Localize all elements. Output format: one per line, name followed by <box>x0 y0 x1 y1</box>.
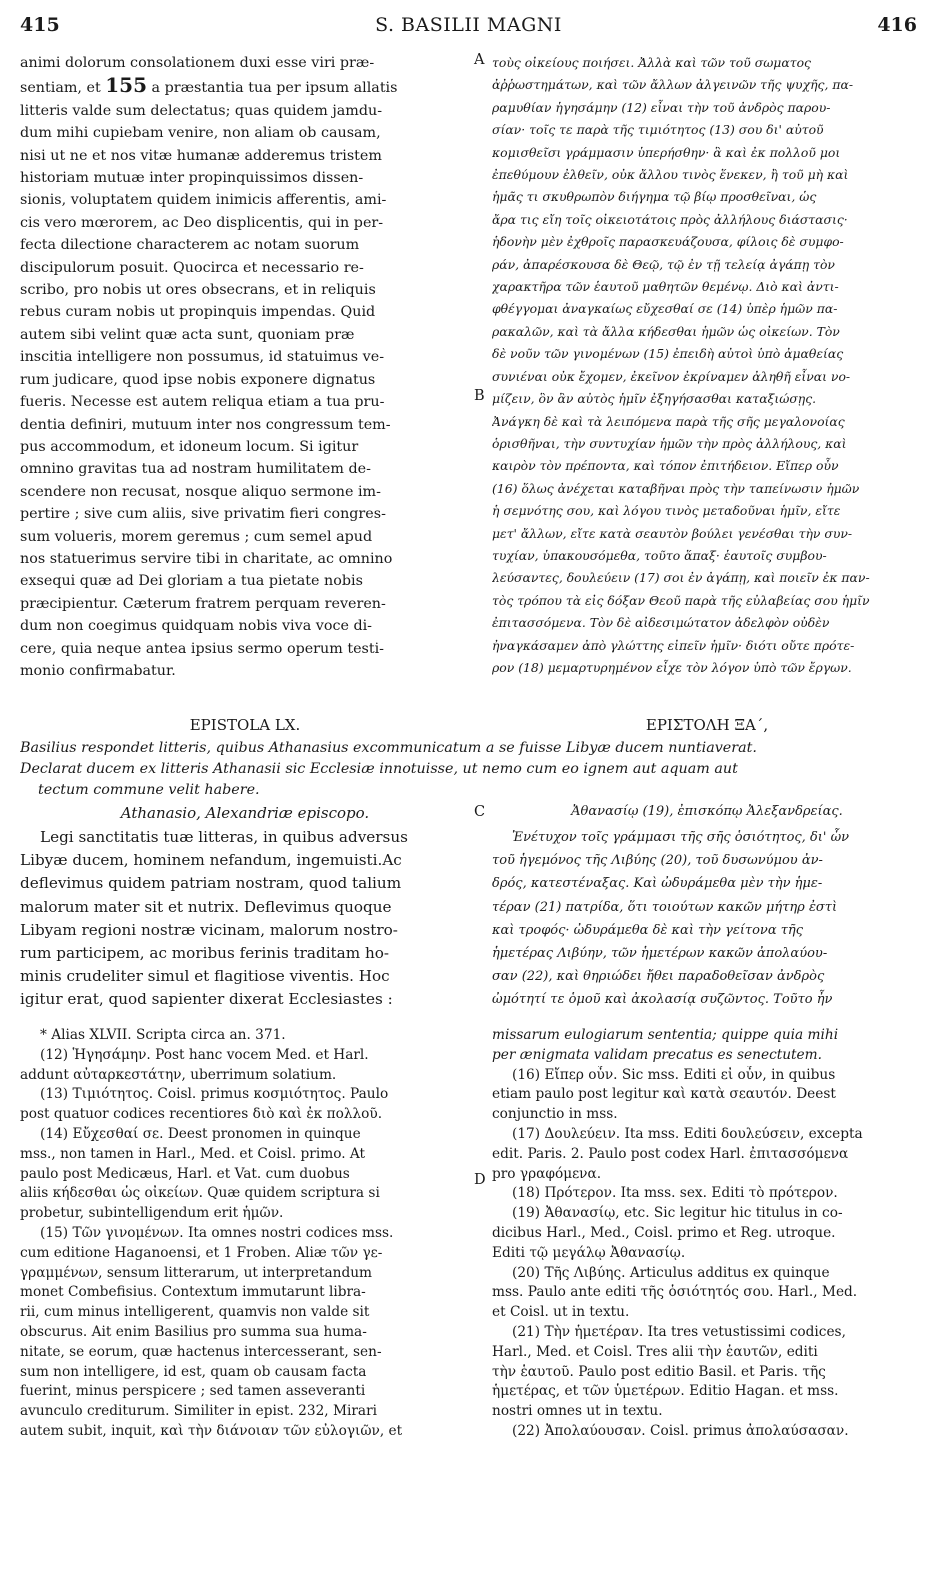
section-marker-b: B <box>474 388 485 404</box>
footnote-line: (20) Τῆς Λιβύης. Articulus additus ex quinque <box>512 1264 830 1281</box>
footnote-line: monet Combefisius. Contextum immutarunt librа- <box>20 1284 366 1301</box>
latin-line: Libyam regioni nostræ vicinam, malorum nostro- <box>20 920 398 939</box>
footnote-line: (19) Ἀθανασίῳ, etc. Sic legitur hic titulus in co- <box>512 1205 843 1222</box>
greek-line: ἡμᾶς τι σκυθρωπὸν διήγημα τῷ βίῳ προσθεῖναι, ὡς <box>492 189 817 205</box>
footnote-line: * Alias XLVII. Scripta circa an. 371. <box>40 1027 286 1043</box>
latin-line: monio confirmabatur. <box>20 662 176 679</box>
latin-line: exsequi quæ ad Dei gloriam a tua pietate nobis <box>20 573 363 590</box>
footnote-line: paulo post Medicæus, Harl. et Vat. cum duobus <box>20 1165 350 1182</box>
epistle-summary <box>20 738 920 801</box>
page-number-left: 415 <box>20 14 60 36</box>
latin-line: pertire ; sive cum aliis, sive privatim fieri congres- <box>20 506 386 523</box>
latin-line: cere, quia neque antea ipsius sermo operum testi- <box>20 640 385 657</box>
latin-line: autem sibi velint quæ acta sunt, quoniam præ <box>20 326 355 343</box>
footnote-line: (13) Τιμιότητος. Coisl. primus κοσμιότητος. Paulo <box>40 1086 389 1103</box>
footnote-line: pro γραφόμενα. <box>492 1165 602 1182</box>
greek-line: ἐπιτασσόμενα. Τὸν δὲ αἰδεσιμώτατον ἀδελφὸν οὐδὲν <box>492 615 830 631</box>
footnote-line: (22) Ἀπολαύουσαν. Coisl. primus ἀπολαύσασαν. <box>512 1422 849 1439</box>
footnotes-right <box>492 1026 922 1442</box>
greek-line: ὁρισθῆναι, τὴν συντυχίαν ἡμῶν τὴν πρὸς ἀλλήλους, καὶ <box>492 435 847 451</box>
latin-line: cis vero mœrorem, ac Deo displicentis, qui in per- <box>20 214 384 231</box>
greek-line: ἡδονὴν μὲν ἐχθροῖς παρασκευάζουσα, φίλοις δὲ συμφο- <box>492 234 844 250</box>
latin-line: litteris valde sum delectatus; quas quidem jamdu- <box>20 102 383 119</box>
footnote-line: autem subit, inquit, καὶ τὴν διάνοιαν τῶν εὐλογιῶν, et <box>20 1422 403 1439</box>
greek-line: ρακαλῶν, καὶ τὰ ἄλλα κήδεσθαι ἡμῶν ὡς οἰκείων. Τὸν <box>492 323 840 339</box>
greek-line: δρός, κατεστέναξας. Καὶ ὠδυράμεθα μὲν τὴν ἡμε- <box>492 876 823 892</box>
latin-line: sionis, voluptatem quidem inimicis afferentis, ami- <box>20 192 387 209</box>
greek-line: τυχίαν, ὑπακουσόμεθα, τοῦτο ἅπαξ· ἑαυτοῖς συμβου- <box>492 547 827 563</box>
footnote-line: (14) Εὔχεσθαί σε. Deest pronomen in quinque <box>40 1125 361 1142</box>
footnote-line: (12) Ἡγησάμην. Post hanc vocem Med. et Harl. <box>40 1046 369 1063</box>
greek-line: Ἐνέτυχον τοῖς γράμμασι τῆς σῆς ὁσιότητος, δι' ὧν <box>512 830 850 845</box>
greek-line: (16) ὅλως ἀνέχεται καταβῆναι πρὸς τὴν ταπείνωσιν ἡμῶν <box>492 480 860 496</box>
greek-line: τοὺς οἰκείους ποιήσει. Ἀλλὰ καὶ τῶν τοῦ σωματος <box>492 55 811 70</box>
footnote-line: (18) Πρότερον. Ita mss. sex. Editi τὸ πρότερον. <box>512 1185 838 1202</box>
greek-line: ὠμότητί τε ὁμοῦ καὶ ἀκολασίᾳ συζῶντος. Τοῦτο ἦν <box>492 992 833 1008</box>
latin-line: scribo, pro nobis ut ores obsecrans, et in reliquis <box>20 282 376 299</box>
epistle-title-latin: EPISTOLA LX. <box>189 716 301 734</box>
latin-line-start: sentiam, et <box>20 80 106 97</box>
footnote-line: ἡμετέρας, et τῶν ὑμετέρων. Editio Hagan. et mss. <box>492 1383 839 1400</box>
summary-line: Basilius respondet litteris, quibus Athanasius excommunicatum a se fuisse Libyæ ducem nuntiaverat. <box>20 740 757 756</box>
greek-line: ἠναγκάσαμεν ἀπὸ γλώττης εἰπεῖν ἡμῖν· διότι οὔτε πρότε- <box>492 637 855 653</box>
footnotes-left <box>20 1026 470 1442</box>
latin-line: dum non coegimus quidquam nobis viva voce di- <box>20 618 373 635</box>
latin-line: fueris. Necesse est autem reliqua etiam a tua pru- <box>20 394 385 411</box>
latin-line: historiam mutuæ inter propinquissimos dissen- <box>20 170 364 187</box>
footnote-line: etiam paulo post legitur καὶ κατὰ σεαυτόν. Deest <box>492 1086 836 1103</box>
summary-line: tectum commune velit habere. <box>38 782 260 798</box>
greek-line: ράν, ἀπαρέσκουσα δὲ Θεῷ, τῷ ἐν τῇ τελείᾳ ἀγάπῃ τὸν <box>492 256 835 272</box>
greek-line: συνιέναι οὐκ ἔχομεν, ἐκεῖνον ἐκρίναμεν ἀληθῆ εἶναι νο- <box>492 368 851 384</box>
greek-line: μετ' ἄλλων, εἴτε κατὰ σεαυτὸν βούλει γενέσθαι τὴν συν- <box>492 525 853 541</box>
latin-line-end: a præstantia tua per ipsum allatis <box>147 80 398 97</box>
summary-line: Declarat ducem ex litteris Athanasii sic Ecclesiæ innotuisse, ut nemo cum eo ignem aut aquam aut <box>20 761 738 777</box>
latin-line: nisi ut ne et nos vitæ humanæ adderemus tristem <box>20 147 382 164</box>
latin-line: Libyæ ducem, hominem nefandum, ingemuisti.Ac <box>20 851 402 870</box>
footnote-line: per ænigmata validam precatus es senectutem. <box>492 1046 822 1063</box>
greek-line: δὲ νοῦν τῶν γινομένων (15) ἐπειδὴ αὐτοὶ ὑπὸ ἀμαθείας <box>492 346 844 362</box>
footnote-line: avunculo crediturum. Similiter in epist. 232, Mirari <box>20 1403 377 1420</box>
latin-line: malorum mater sit et nutrix. Deflevimus quoque <box>20 897 392 916</box>
greek-line: τὸς τρόπου τὰ εἰς δόξαν Θεοῦ παρὰ τῆς εὐλαβείας σου ἡμῖν <box>492 592 870 608</box>
footnote-line: nostri omnes ut in textu. <box>492 1403 663 1420</box>
greek-line: τέραν (21) πατρίδα, ὅτι τοιούτων κακῶν μήτηρ ἐστὶ <box>492 899 838 915</box>
latin-letter-column <box>20 826 470 1012</box>
addressee-latin: Athanasio, Alexandriæ episcopo. <box>120 804 370 822</box>
footnote-line: (15) Τῶν γινομένων. Ita omnes nostri codices mss. <box>40 1224 394 1241</box>
epistle-title-greek: ΕΡΙΣΤΟΛΗ ΞΑ΄, <box>645 716 769 734</box>
latin-line: nos statuerimus servire tibi in charitate, ac omnino <box>20 550 393 567</box>
greek-line: ἡμετέρας Λιβύην, τῶν ἡμετέρων κακῶν ἀπολαύου- <box>492 946 828 962</box>
footnote-line: conjunctio in mss. <box>492 1106 618 1123</box>
footnote-line: mss., non tamen in Harl., Med. et Coisl. primo. At <box>20 1145 366 1162</box>
latin-line: igitur erat, quod sapienter dixerat Ecclesiastes : <box>20 990 393 1009</box>
greek-line: τοῦ ἡγεμόνος τῆς Λιβύης (20), τοῦ δυσωνύμου ἀν- <box>492 853 823 869</box>
running-header <box>20 14 917 44</box>
latin-line: dentia definiri, mutuum inter nos congressum tem- <box>20 416 391 433</box>
latin-line: omnino gravitas tua ad nostram humilitatem de- <box>20 461 371 478</box>
latin-line: dum mihi cupiebam venire, non aliam ob causam, <box>20 125 381 142</box>
latin-line: scendere non recusat, nosque aliquo sermone im- <box>20 483 381 500</box>
latin-line: minis crudeliter simul et flagitiose viventis. Hoc <box>20 967 390 986</box>
footnote-line: cum editione Haganoensi, et 1 Froben. Aliæ τῶν γε- <box>20 1244 383 1261</box>
latin-line: rum judicare, quod ipse nobis exponere dignatus <box>20 371 376 388</box>
latin-text-column <box>20 52 470 682</box>
latin-line: præcipientur. Cæterum fratrem perquam reveren- <box>20 595 386 612</box>
greek-text-column <box>492 52 922 679</box>
latin-line: inscitia intelligere non possumus, id statuimus ve- <box>20 349 385 366</box>
greek-line: ραμυθίαν ἡγησάμην (12) εἶναι τὴν τοῦ ἀνδρὸς παρου- <box>492 99 831 115</box>
page-number-right: 416 <box>877 14 917 36</box>
column-number: 155 <box>105 74 147 98</box>
footnote-line: edit. Paris. 2. Paulo post codex Harl. ἐπιτασσόμενα <box>492 1145 849 1162</box>
greek-line: χαρακτῆρα τῶν ἑαυτοῦ μαθητῶν θεμένῳ. Διὸ καὶ ἀντι- <box>492 279 839 295</box>
greek-letter-column <box>492 826 922 1012</box>
footnote-line: sum non intelligere, id est, quam ob causam facta <box>20 1363 367 1380</box>
greek-line: ἐπεθύμουν ἐλθεῖν, οὐκ ἄλλου τινὸς ἕνεκεν, ἢ τοῦ μὴ καὶ <box>492 167 849 183</box>
latin-line: discipulorum posuit. Quocirca et necessario re- <box>20 259 364 276</box>
footnote-line: dicibus Harl., Med., Coisl. primo et Reg. utroque. <box>492 1224 836 1241</box>
footnote-line: fuerint, minus perspicere ; sed tamen asseveranti <box>20 1383 366 1400</box>
footnote-line: (16) Εἴπερ οὖν. Sic mss. Editi εἰ οὖν, in quibus <box>512 1066 836 1083</box>
latin-line: Legi sanctitatis tuæ litteras, in quibus adversus <box>40 828 408 846</box>
latin-line: rum participem, ac moribus ferinis traditam ho- <box>20 944 390 963</box>
section-marker-c: C <box>474 804 486 820</box>
greek-line: ἡ σεμνότης σου, καὶ λόγου τινὸς μεταδοῦναι ἡμῖν, εἴτε <box>492 503 841 519</box>
footnote-line: addunt αὐταρκεστάτην, uberrimum solatium. <box>20 1066 337 1083</box>
latin-line: deflevimus quidem patriam nostram, quod talium <box>20 874 402 893</box>
greek-line: καιρὸν τὸν πρέποντα, καὶ τόπον ἐπιτήδειον. Εἴπερ οὖν <box>492 458 839 474</box>
footnote-line: (21) Τὴν ἡμετέραν. Ita tres vetustissimi codices, <box>512 1323 846 1340</box>
footnote-line: aliis κήδεσθαι ὡς οἰκείων. Quæ quidem scriptura si <box>20 1185 380 1202</box>
footnote-line: mss. Paulo ante editi τῆς ὁσιότητός σου. Harl., Med. <box>492 1284 858 1301</box>
greek-line: μίζειν, ὃν ἂν αὐτὸς ἡμῖν ἐξηγήσασθαι καταξιώσῃς. <box>492 391 817 407</box>
footnote-line: τὴν ἑαυτοῦ. Paulo post editio Basil. et Paris. τῆς <box>492 1363 826 1380</box>
footnote-line: missarum eulogiarum sententia; quippe quia mihi <box>492 1027 839 1043</box>
addressee-greek: Ἀθανασίῳ (19), ἐπισκόπῳ Ἀλεξανδρείας. <box>571 804 843 819</box>
latin-line: pus accommodum, et idoneum locum. Si igitur <box>20 438 359 455</box>
latin-line: animi dolorum consolationem duxi esse viri præ- <box>20 55 375 71</box>
section-marker-a: A <box>474 52 485 68</box>
greek-line: Ἀνάγκη δὲ καὶ τὰ λειπόμενα παρὰ τῆς σῆς μεγαλονοίας <box>492 413 845 429</box>
footnote-line: obscurus. Ait enim Basilius pro summa sua huma- <box>20 1323 367 1340</box>
greek-line: ρον (18) μεμαρτυρημένον εἶχε τὸν λόγον ὑπὸ τῶν ἔργων. <box>492 659 852 675</box>
greek-line: καὶ τροφός· ὠδυράμεθα δὲ καὶ τὴν γείτονα τῆς <box>492 922 804 938</box>
latin-line: fecta dilectione characterem ac notam suorum <box>20 237 360 254</box>
greek-line: ἄρα τις εἴη τοῖς οἰκειοτάτοις πρὸς ἀλλήλους διάστασις· <box>492 211 848 227</box>
greek-line: σαν (22), καὶ θηριώδει ἤθει παραδοθεῖσαν ἀνδρὸς <box>492 969 825 985</box>
footnote-line: Editi τῷ μεγάλῳ Ἀθανασίῳ. <box>492 1244 686 1261</box>
footnote-line: et Coisl. ut in textu. <box>492 1304 630 1321</box>
footnote-line: post quatuor codices recentiores διὸ καὶ ἐκ πολλοῦ. <box>20 1106 383 1123</box>
footnote-line: γραμμένων, sensum litterarum, ut interpretandum <box>20 1264 373 1281</box>
greek-line: σίαν· τοῖς τε παρὰ τῆς τιμιότητος (13) σου δι' αὐτοῦ <box>492 122 824 138</box>
footnote-line: (17) Δουλεύειν. Ita mss. Editi δουλεύσειν, excepta <box>512 1125 863 1142</box>
greek-line: λεύσαντες, δουλεύειν (17) σοι ἐν ἀγάπῃ, καὶ ποιεῖν ἐκ παν- <box>492 570 870 586</box>
footnote-line: rii, cum minus intelligerent, quamvis non valde sit <box>20 1304 370 1321</box>
running-title: S. BASILII MAGNI <box>375 14 562 36</box>
greek-line: κομισθεῖσι γράμμασιν ὑπερήσθην· ἃ καὶ ἐκ πολλοῦ μοι <box>492 144 841 160</box>
greek-line: ἀῤῥωστημάτων, καὶ τῶν ἄλλων ἀλγεινῶν τῆς ψυχῆς, πα- <box>492 77 854 93</box>
footnote-line: nitate, se eorum, quæ hactenus intercesserant, sen- <box>20 1343 382 1360</box>
section-marker-d: D <box>474 1172 486 1188</box>
footnote-line: Harl., Med. et Coisl. Tres alii τὴν ἑαυτῶν, editi <box>492 1343 818 1360</box>
latin-line <box>20 74 470 99</box>
latin-line: sum volueris, morem geremus ; cum semel apud <box>20 528 373 545</box>
latin-line: rebus curam nobis ut propinquis impendas. Quid <box>20 304 376 321</box>
footnote-line: probetur, subintelligendum erit ἡμῶν. <box>20 1205 284 1222</box>
greek-line: φθέγγομαι ἀναγκαίως εὔχεσθαί σε (14) ὑπὲρ ἡμῶν πα- <box>492 301 838 317</box>
